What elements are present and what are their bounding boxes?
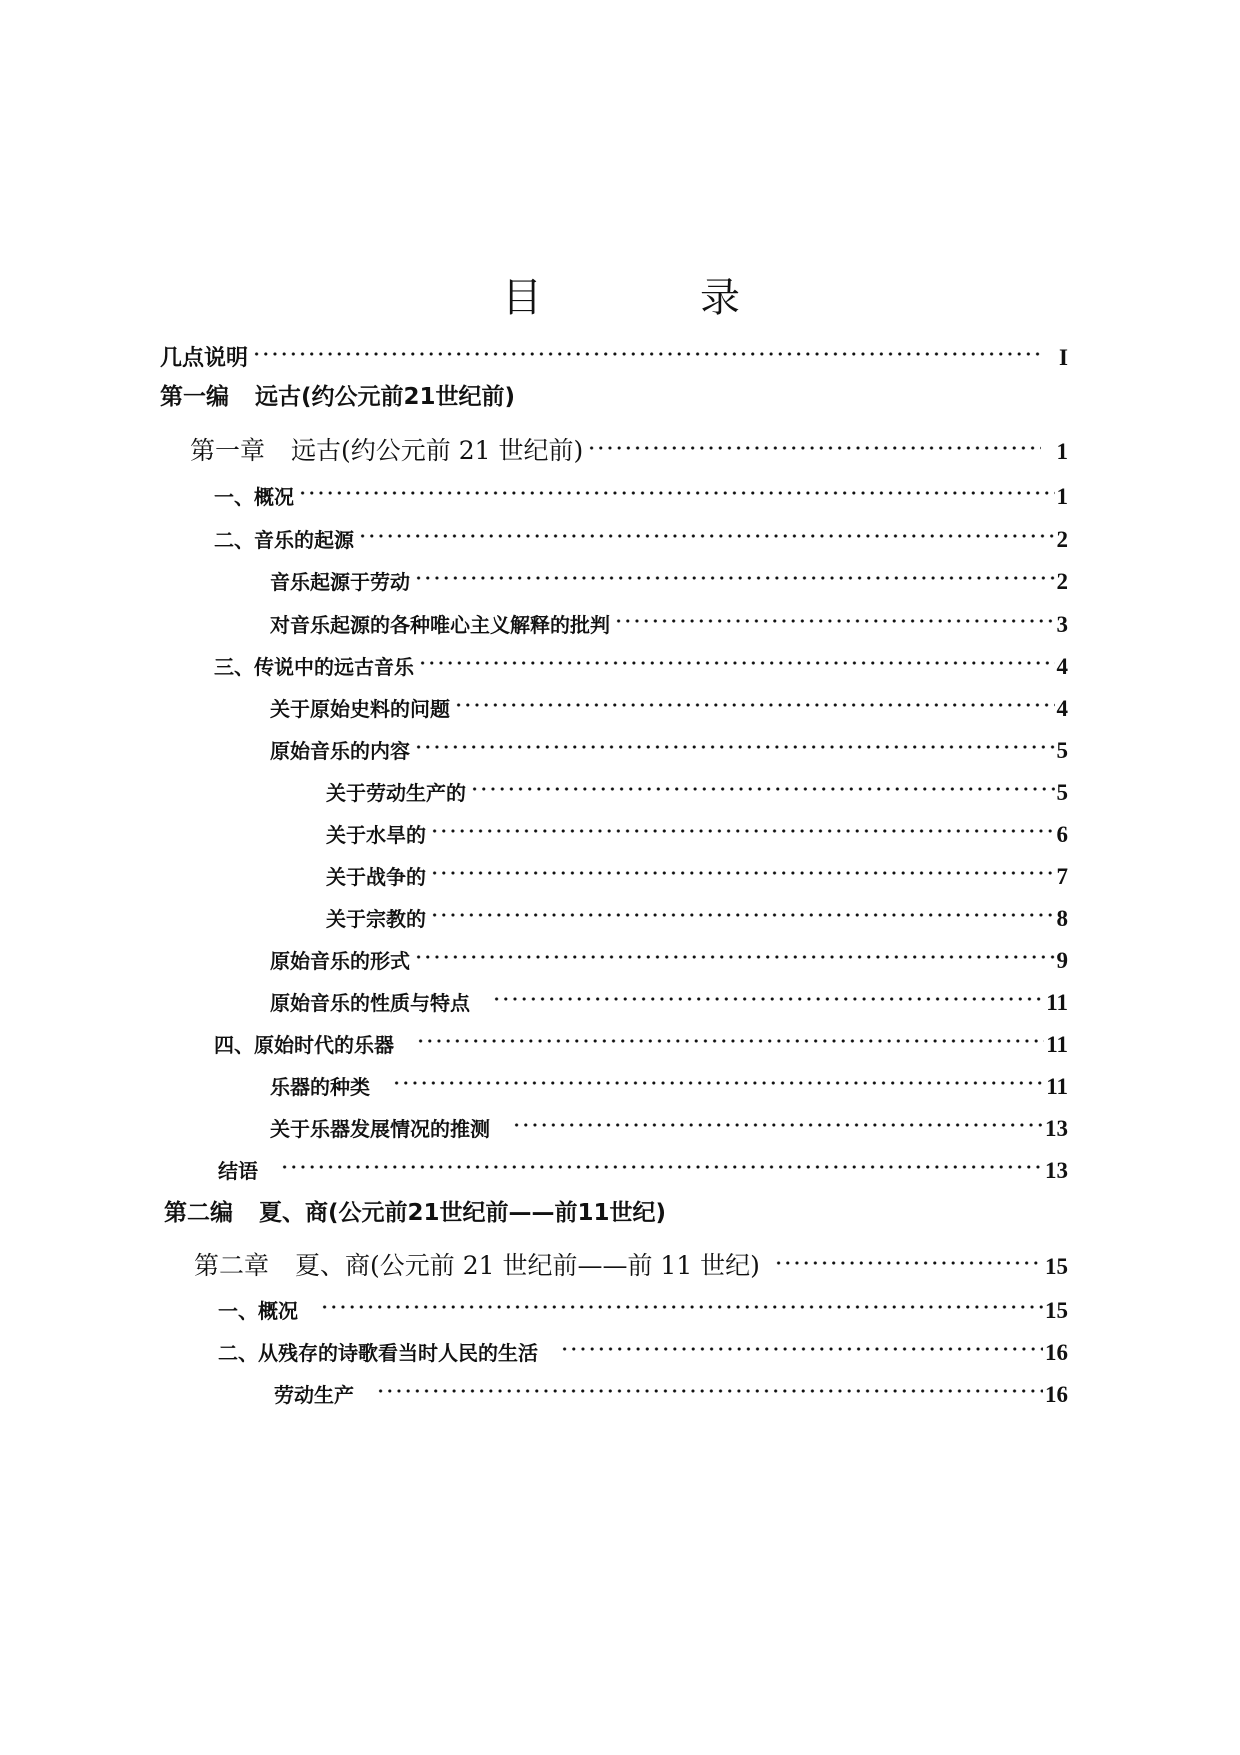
- toc-entry-page: 5: [1056, 780, 1068, 805]
- toc-entry-label: 乐器的种类: [270, 1075, 370, 1099]
- toc-chapter-1[interactable]: [190, 425, 1068, 465]
- dot-leader: [512, 1102, 1043, 1136]
- toc-entry[interactable]: [214, 640, 1068, 679]
- toc-entry-label: 一、概况: [218, 1299, 298, 1323]
- toc-entry-page: 7: [1056, 864, 1068, 889]
- part-label-title: 远古(约公元前21世纪前): [255, 384, 516, 410]
- toc-entry[interactable]: [218, 1144, 1068, 1183]
- dot-leader: [774, 1240, 1043, 1274]
- toc-entry[interactable]: [270, 1060, 1068, 1099]
- page-title-char-2: 录: [700, 275, 740, 321]
- toc-entry-label: 关于宗教的: [326, 907, 426, 931]
- toc-entry-label: 关于乐器发展情况的推测: [270, 1117, 490, 1141]
- toc-entry-page: 11: [1046, 990, 1068, 1015]
- dot-leader: [587, 425, 1040, 459]
- toc-chapter-2[interactable]: [194, 1240, 1068, 1280]
- toc-entry-page: 2: [1056, 569, 1068, 594]
- toc-entry-page: 1: [1056, 484, 1068, 509]
- dot-leader: [430, 808, 1055, 842]
- toc-entry-page: 9: [1056, 948, 1068, 973]
- toc-entry-label: 一、概况: [214, 485, 294, 509]
- toc-entry-page: 5: [1056, 738, 1068, 763]
- toc-entry[interactable]: [270, 934, 1068, 973]
- dot-leader: [430, 850, 1055, 884]
- toc-entry-page: 16: [1045, 1382, 1068, 1407]
- toc-entry-page: 13: [1045, 1116, 1068, 1141]
- dot-leader: [454, 682, 1055, 716]
- toc-entry-page: 15: [1045, 1254, 1068, 1279]
- toc-entry-label: 关于劳动生产的: [326, 781, 466, 805]
- toc-part-1[interactable]: [160, 380, 1068, 414]
- toc-entry-page: 8: [1056, 906, 1068, 931]
- toc-entry-label: 二、音乐的起源: [214, 528, 354, 552]
- dot-leader: [418, 640, 1055, 674]
- toc-entry[interactable]: [326, 892, 1068, 931]
- toc-entry-label: 对音乐起源的各种唯心主义解释的批判: [270, 613, 610, 637]
- toc-entry-label: 四、原始时代的乐器: [214, 1033, 394, 1057]
- toc-entry-label: 结语: [218, 1159, 258, 1183]
- dot-leader: [560, 1326, 1043, 1360]
- toc-entry[interactable]: [270, 682, 1068, 721]
- part-label-title: 夏、商(公元前21世纪前——前11世纪): [259, 1200, 667, 1226]
- dot-leader: [414, 555, 1055, 589]
- toc-entry-label: 二、从残存的诗歌看当时人民的生活: [218, 1341, 538, 1365]
- toc-entry-label: 原始音乐的内容: [270, 739, 410, 763]
- dot-leader: [280, 1144, 1043, 1178]
- toc-entry[interactable]: [218, 1326, 1068, 1365]
- dot-leader: [414, 934, 1055, 968]
- toc-entry-page: 13: [1045, 1158, 1068, 1183]
- toc-entry-label: 原始音乐的性质与特点: [270, 991, 470, 1015]
- toc-entry-label: 关于原始史料的问题: [270, 697, 450, 721]
- dot-leader: [430, 892, 1055, 926]
- part-label-prefix: 第一编: [160, 384, 229, 410]
- dot-leader: [392, 1060, 1044, 1094]
- chapter-label-title: 夏、商(公元前 21 世纪前——前 11 世纪): [295, 1251, 760, 1280]
- dot-leader: [376, 1368, 1043, 1402]
- toc-entry-label: 关于战争的: [326, 865, 426, 889]
- toc-entry-page: 11: [1046, 1074, 1068, 1099]
- toc-entry[interactable]: [270, 598, 1068, 637]
- toc-entry-intro[interactable]: [160, 331, 1068, 371]
- toc-entry-label: 劳动生产: [274, 1383, 354, 1407]
- toc-entry[interactable]: [270, 976, 1068, 1015]
- dot-leader: [252, 331, 1043, 365]
- page-title-char-1: 目: [502, 275, 542, 321]
- dot-leader: [298, 470, 1055, 504]
- dot-leader: [320, 1284, 1043, 1318]
- toc-entry[interactable]: [326, 850, 1068, 889]
- toc-entry-page: 1: [1056, 439, 1068, 464]
- toc-entry[interactable]: [218, 1284, 1068, 1323]
- dot-leader: [416, 1018, 1044, 1052]
- toc-entry-page: 11: [1046, 1032, 1068, 1057]
- toc-entry[interactable]: [326, 766, 1068, 805]
- toc-entry-page: 4: [1056, 654, 1068, 679]
- toc-entry-page: 3: [1056, 612, 1068, 637]
- toc-entry[interactable]: [214, 513, 1068, 552]
- toc-entry[interactable]: [270, 1102, 1068, 1141]
- toc-entry[interactable]: [270, 555, 1068, 594]
- toc-entry-page: 4: [1056, 696, 1068, 721]
- dot-leader: [614, 598, 1055, 632]
- chapter-label-title: 远古(约公元前 21 世纪前): [291, 436, 584, 465]
- toc-entry-page: 16: [1045, 1340, 1068, 1365]
- toc-entry[interactable]: [214, 470, 1068, 509]
- dot-leader: [358, 513, 1055, 547]
- toc-entry[interactable]: [274, 1368, 1068, 1407]
- toc-entry-label: 几点说明: [160, 346, 249, 371]
- toc-entry-label: 原始音乐的形式: [270, 949, 410, 973]
- toc-entry-page: 6: [1056, 822, 1068, 847]
- part-label-prefix: 第二编: [164, 1200, 233, 1226]
- toc-entry[interactable]: [214, 1018, 1068, 1057]
- chapter-label-prefix: 第一章: [190, 436, 266, 465]
- toc-entry[interactable]: [270, 724, 1068, 763]
- chapter-label-prefix: 第二章: [194, 1251, 270, 1280]
- dot-leader: [470, 766, 1055, 800]
- toc-entry[interactable]: [326, 808, 1068, 847]
- toc-entry-page: 2: [1056, 527, 1068, 552]
- toc-entry-page: 15: [1045, 1298, 1068, 1323]
- dot-leader: [492, 976, 1044, 1010]
- toc-entry-label: 音乐起源于劳动: [270, 570, 410, 594]
- toc-entry-page: I: [1059, 345, 1068, 370]
- toc-entry-label: 关于水旱的: [326, 823, 426, 847]
- dot-leader: [414, 724, 1055, 758]
- toc-entry-label: 三、传说中的远古音乐: [214, 655, 414, 679]
- toc-part-2[interactable]: [164, 1196, 1068, 1230]
